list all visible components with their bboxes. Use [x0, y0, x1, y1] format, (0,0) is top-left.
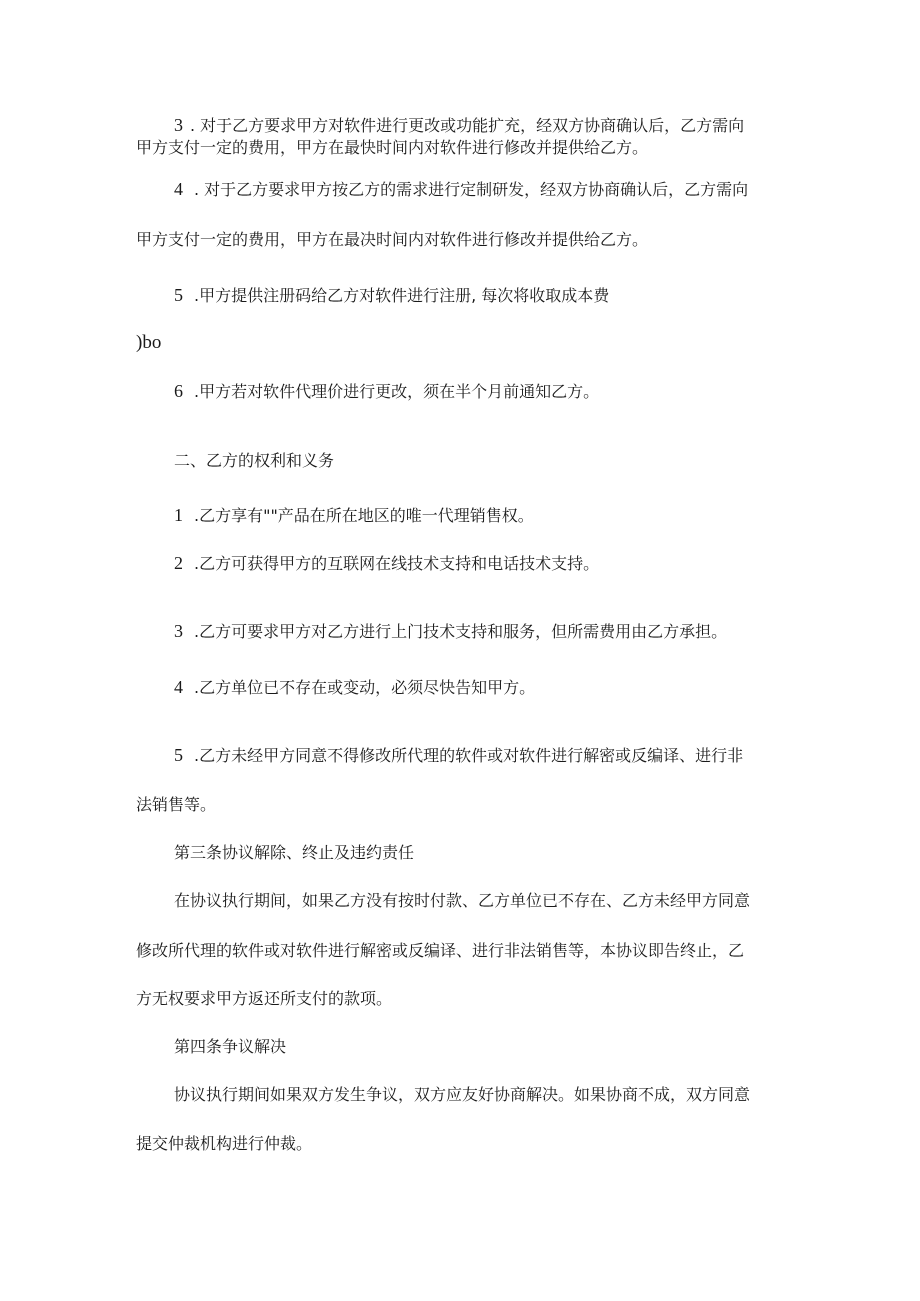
item-text: . 对于乙方要求甲方对软件进行更改或功能扩充，经双方协商确认后，乙方需向 [190, 116, 745, 135]
item-number: 6 [174, 381, 183, 401]
item-text: . 对于乙方要求甲方按乙方的需求进行定制研发，经双方协商确认后，乙方需向 [194, 180, 749, 199]
article-heading: 第四条争议解决 [174, 1037, 287, 1056]
item-text: )bo [136, 332, 162, 353]
item-text: 甲方支付一定的费用，甲方在最决时间内对软件进行修改并提供给乙方。 [136, 230, 649, 249]
item-text: 甲方支付一定的费用，甲方在最快时间内对软件进行修改并提供给乙方。 [136, 138, 649, 157]
item-text: .乙方未经甲方同意不得修改所代理的软件或对软件进行解密或反编译、进行非 [194, 746, 744, 765]
item-number: 5 [174, 285, 183, 305]
paragraph-line: 协议执行期间如果双方发生争议，双方应友好协商解决。如果协商不成，双方同意 [174, 1085, 751, 1104]
item-number: 4 [174, 179, 183, 199]
item-text: .乙方单位已不存在或变动，必须尽快告知甲方。 [194, 678, 536, 697]
item-number: 3 [174, 115, 183, 135]
item-text: .乙方可要求甲方对乙方进行上门技术支持和服务，但所需费用由乙方承担。 [194, 622, 728, 641]
item-text: 法销售等。 [136, 795, 217, 814]
item-number: 4 [174, 677, 183, 697]
paragraph-line: 在协议执行期间，如果乙方没有按时付款、乙方单位已不存在、乙方未经甲方同意 [174, 891, 751, 910]
paragraph-line: 方无权要求甲方返还所支付的款项。 [136, 989, 393, 1008]
item-text: .甲方若对软件代理价进行更改，须在半个月前通知乙方。 [194, 382, 600, 401]
item-number: 2 [174, 553, 183, 573]
item-number: 1 [174, 505, 183, 525]
article-heading: 第三条协议解除、终止及违约责任 [174, 843, 415, 862]
item-text: .乙方可获得甲方的互联网在线技术支持和电话技术支持。 [194, 554, 600, 573]
item-text: .甲方提供注册码给乙方对软件进行注册, 每次将收取成本费 [194, 286, 610, 305]
paragraph-line: 修改所代理的软件或对软件进行解密或反编译、进行非法销售等，本协议即告终止，乙 [136, 941, 745, 960]
item-number: 5 [174, 745, 183, 765]
paragraph-line: 提交仲裁机构进行仲裁。 [136, 1134, 313, 1153]
item-text: .乙方享有""产品在所在地区的唯一代理销售权。 [194, 506, 534, 525]
section-heading: 二、乙方的权利和义务 [174, 451, 335, 470]
item-number: 3 [174, 621, 183, 641]
